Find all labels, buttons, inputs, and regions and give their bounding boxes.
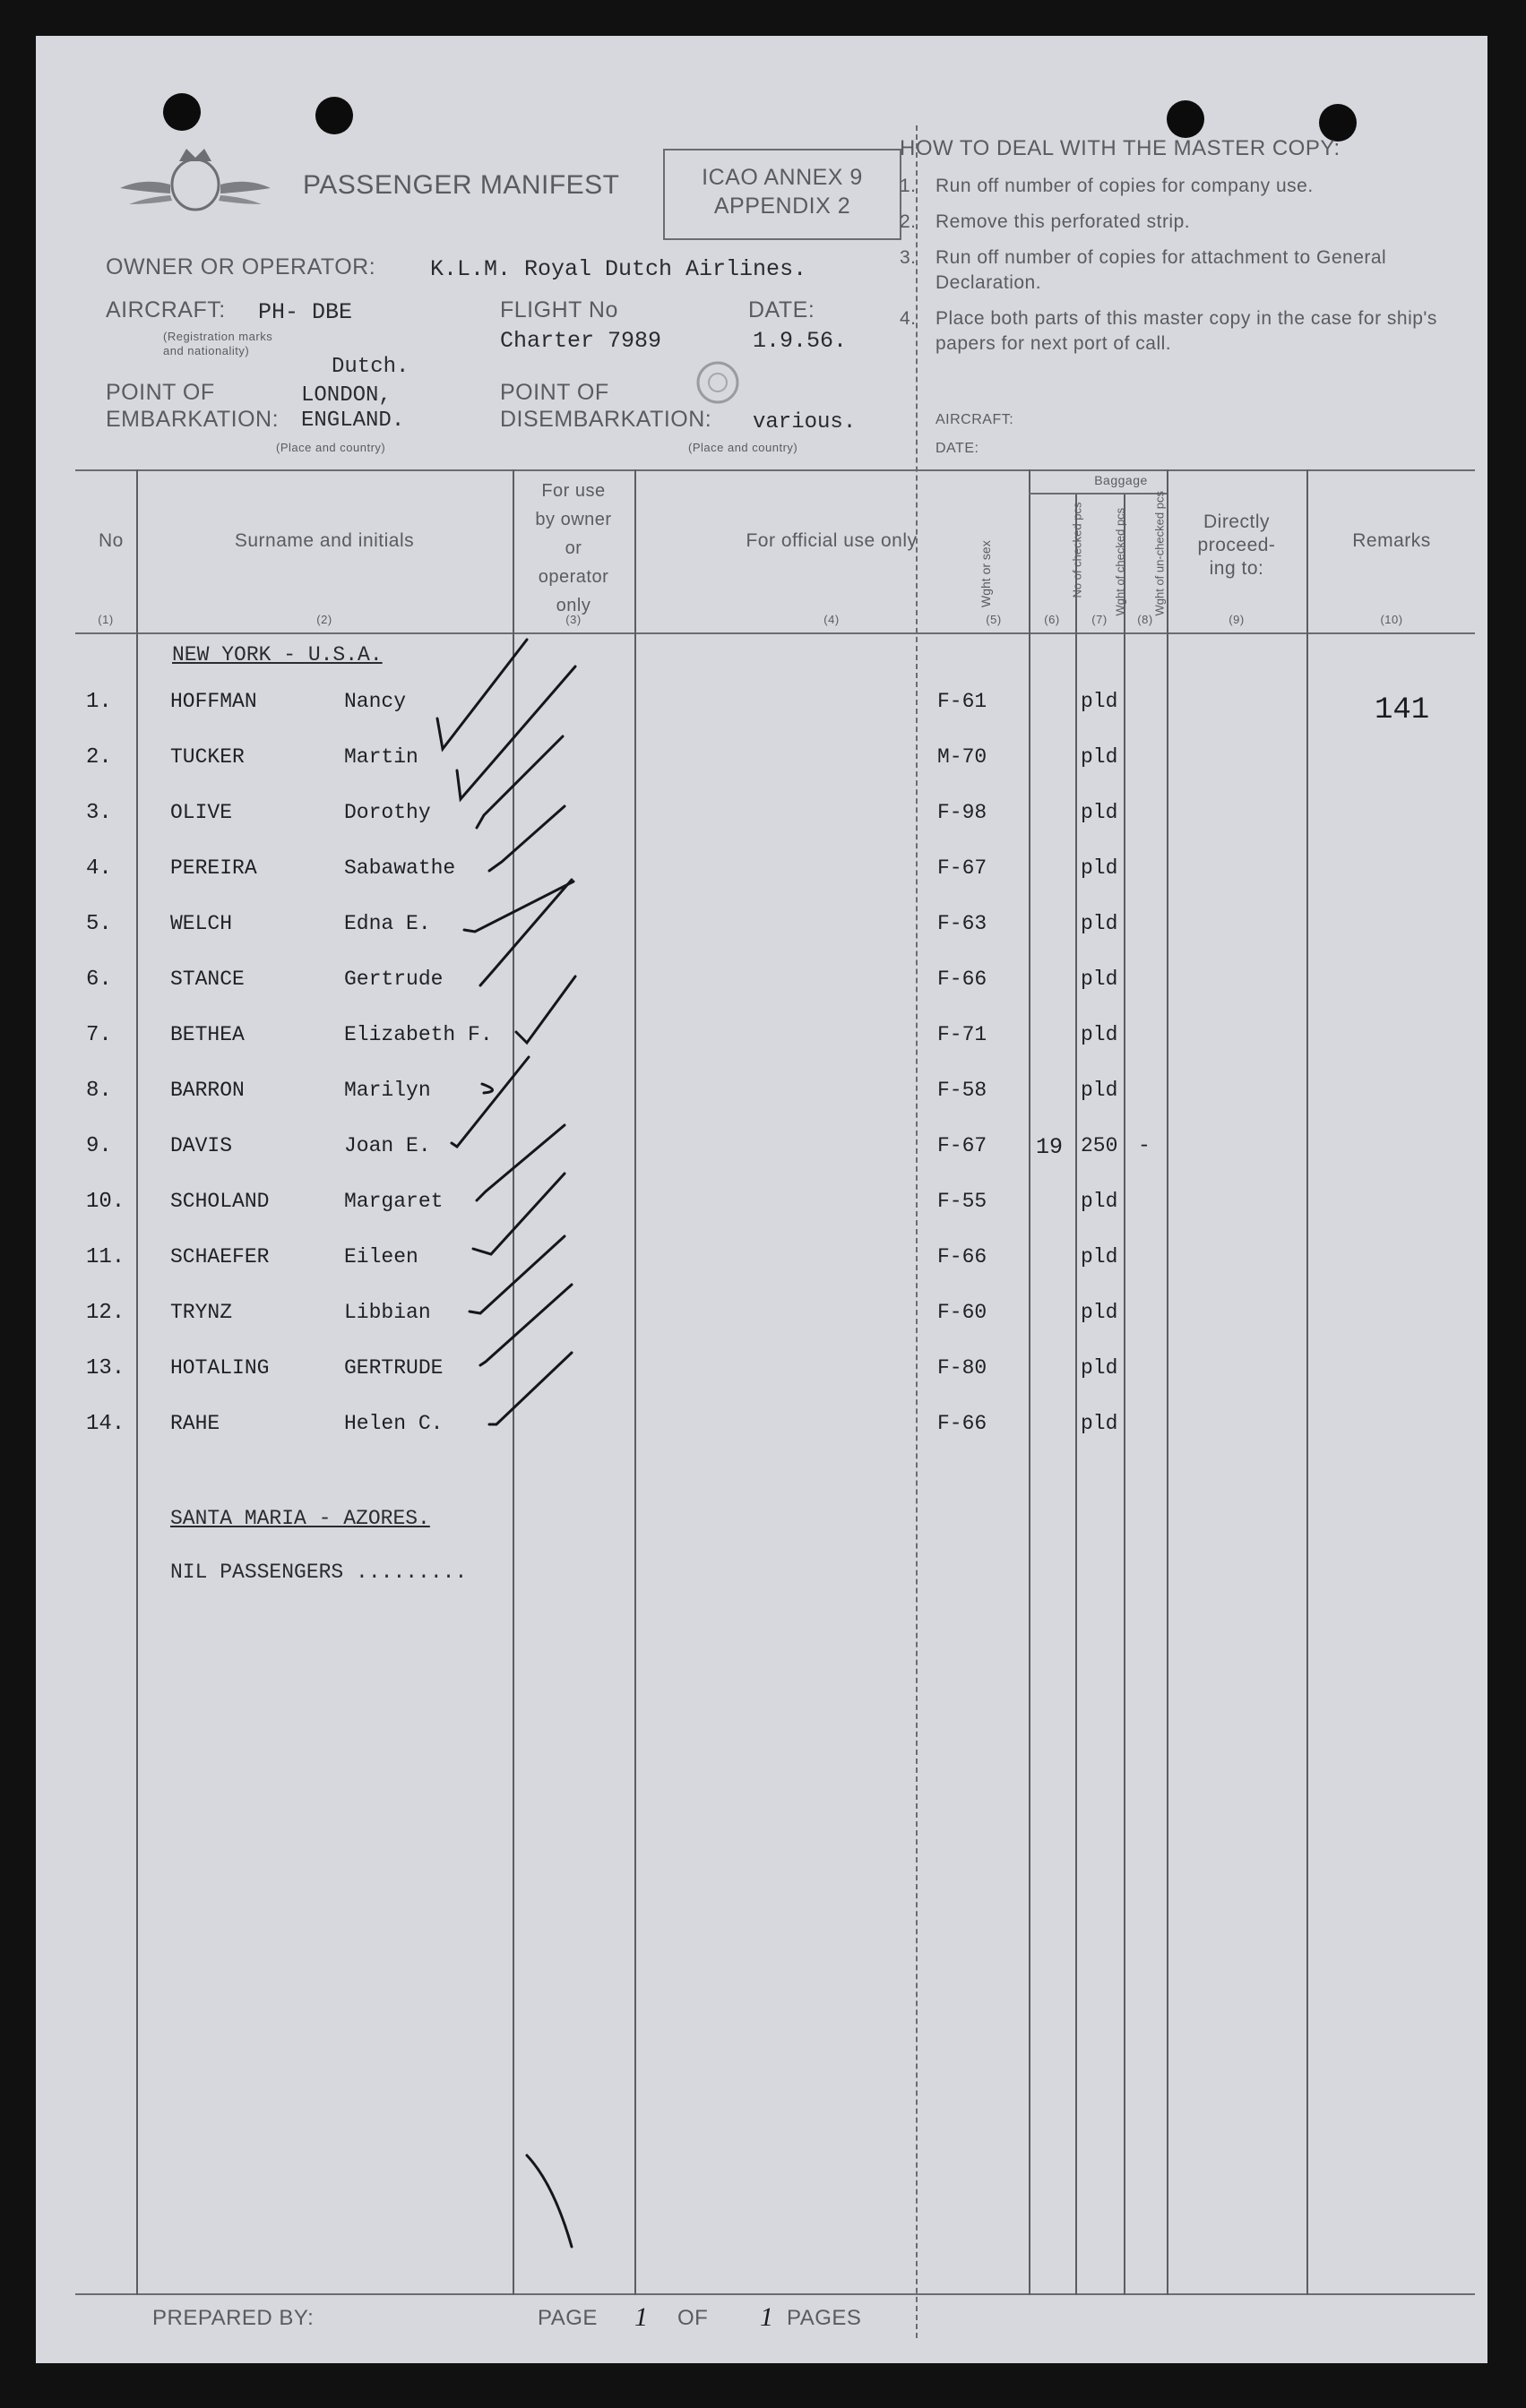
col-index: (6) <box>1044 613 1060 626</box>
row-number: 7. <box>86 1023 112 1047</box>
weight-sex: F-61 <box>937 690 987 713</box>
col-weight-sex-header: Wght or sex <box>979 540 993 607</box>
embark-value: LONDON, <box>301 383 392 408</box>
section-heading: NEW YORK - U.S.A. <box>172 643 383 666</box>
page-number: 1 <box>634 2302 648 2332</box>
col-index: (8) <box>1137 613 1153 626</box>
nil-passengers-note: NIL PASSENGERS ......... <box>170 1561 468 1584</box>
checked-weight: pld <box>1081 1412 1118 1435</box>
checkmark-icon <box>470 1236 565 1313</box>
passenger-surname: SCHAEFER <box>170 1245 270 1268</box>
disembark-value: various. <box>753 410 857 434</box>
checkmark-icon <box>477 736 563 828</box>
instr-aircraft-label: AIRCRAFT: <box>935 412 1014 427</box>
col-no-header: No <box>99 530 124 551</box>
row-number: 12. <box>86 1301 125 1325</box>
passenger-surname: TUCKER <box>170 745 245 769</box>
passenger-surname: STANCE <box>170 968 245 991</box>
row-number: 5. <box>86 912 112 936</box>
row-number: 3. <box>86 801 112 825</box>
flight-value: Charter 7989 <box>500 328 662 354</box>
passenger-first-name: GERTRUDE <box>344 1356 444 1380</box>
of-label: OF <box>677 2306 709 2330</box>
weight-sex: F-55 <box>937 1190 987 1213</box>
row-number: 13. <box>86 1356 125 1380</box>
instruction-item: 4. Place both parts of this master copy in the case for ship's papers for next port of call. <box>900 308 1437 354</box>
checkmark-icon <box>464 882 573 932</box>
passenger-surname: OLIVE <box>170 801 233 824</box>
checkmark-icon <box>516 976 575 1043</box>
remark-number: 141 <box>1375 693 1430 727</box>
weight-sex: F-66 <box>937 968 987 991</box>
aircraft-label: AIRCRAFT: <box>106 297 226 322</box>
col-index: (10) <box>1380 613 1403 626</box>
row-number: 10. <box>86 1190 125 1214</box>
checked-pieces: 19 <box>1036 1134 1064 1160</box>
date-label: DATE: <box>748 297 815 322</box>
col-baggage-header: Baggage <box>1094 473 1148 487</box>
row-number: 1. <box>86 690 112 714</box>
aircraft-value: PH- DBE <box>258 299 353 325</box>
col-index: (4) <box>823 613 840 626</box>
passenger-first-name: Nancy <box>344 690 407 713</box>
checkmark-icon <box>480 1285 572 1365</box>
col-remarks-header: Remarks <box>1352 530 1431 551</box>
owner-value: K.L.M. Royal Dutch Airlines. <box>430 256 807 282</box>
col-wght-unchecked-header: Wght of un-checked pcs <box>1152 491 1167 616</box>
passenger-first-name: Helen C. <box>344 1412 444 1435</box>
passenger-first-name: Eileen <box>344 1245 418 1268</box>
total-pages: 1 <box>760 2302 773 2332</box>
instruction-item: 2. Remove this perforated strip. <box>900 211 1191 232</box>
col-wght-checked-header: Wght of checked pcs <box>1113 507 1127 616</box>
passenger-surname: DAVIS <box>170 1134 233 1157</box>
row-number: 6. <box>86 968 112 992</box>
passenger-first-name: Gertrude <box>344 968 444 991</box>
checked-weight: pld <box>1081 1023 1118 1046</box>
place-country-note: (Place and country) <box>276 441 386 454</box>
checkmark-icon <box>482 1084 493 1093</box>
col-index: (1) <box>98 613 114 626</box>
passenger-first-name: Sabawathe <box>344 856 456 880</box>
checked-weight: pld <box>1081 968 1118 991</box>
passenger-surname: BETHEA <box>170 1023 245 1046</box>
checked-weight: pld <box>1081 801 1118 824</box>
weight-sex: F-58 <box>937 1079 987 1102</box>
flight-label: FLIGHT No <box>500 297 618 322</box>
checked-weight: pld <box>1081 1356 1118 1380</box>
weight-sex: F-80 <box>937 1356 987 1380</box>
passenger-first-name: Marilyn <box>344 1079 431 1102</box>
weight-sex: F-67 <box>937 1134 987 1157</box>
embark-label: EMBARKATION: <box>106 407 280 432</box>
checkmark-icon <box>473 1174 565 1254</box>
checked-weight: pld <box>1081 1079 1118 1102</box>
checked-weight: pld <box>1081 1245 1118 1268</box>
weight-sex: F-98 <box>937 801 987 824</box>
place-country-note: (Place and country) <box>688 441 798 454</box>
col-index: (3) <box>565 613 582 626</box>
weight-sex: F-66 <box>937 1245 987 1268</box>
instructions-title: HOW TO DEAL WITH THE MASTER COPY: <box>900 136 1341 160</box>
embark-value: ENGLAND. <box>301 408 405 433</box>
row-number: 11. <box>86 1245 125 1269</box>
row-number: 4. <box>86 856 112 881</box>
weight-sex: F-63 <box>937 912 987 935</box>
checked-weight: pld <box>1081 856 1118 880</box>
row-number: 9. <box>86 1134 112 1158</box>
checkmark-icon <box>452 1057 529 1147</box>
weight-sex: F-67 <box>937 856 987 880</box>
prepared-by-label: PREPARED BY: <box>152 2306 315 2330</box>
aircraft-note: and nationality) <box>163 344 250 357</box>
nationality-value: Dutch. <box>332 355 410 379</box>
passenger-surname: HOTALING <box>170 1356 270 1380</box>
col-no-checked-header: No of checked pcs <box>1070 502 1084 598</box>
checked-weight: 250 <box>1081 1134 1118 1157</box>
col-index: (9) <box>1229 613 1245 626</box>
annex-line-2: APPENDIX 2 <box>713 194 851 219</box>
checked-weight: pld <box>1081 745 1118 769</box>
handwritten-checkmarks <box>36 36 1487 2363</box>
row-number: 8. <box>86 1079 112 1103</box>
passenger-first-name: Martin <box>344 745 418 769</box>
instruction-item: 3. Run off number of copies for attachment to General Declaration. <box>900 247 1387 293</box>
weight-sex: F-66 <box>937 1412 987 1435</box>
col-index: (5) <box>986 613 1002 626</box>
stray-pen-mark <box>527 2155 572 2247</box>
passenger-surname: SCHOLAND <box>170 1190 270 1213</box>
owner-label: OWNER OR OPERATOR: <box>106 254 376 280</box>
passenger-first-name: Joan E. <box>344 1134 431 1157</box>
disembark-label: POINT OF <box>500 380 609 405</box>
passenger-surname: BARRON <box>170 1079 245 1102</box>
row-number: 2. <box>86 745 112 770</box>
embark-label: POINT OF <box>106 380 215 405</box>
passenger-first-name: Libbian <box>344 1301 431 1324</box>
passenger-surname: WELCH <box>170 912 233 935</box>
passenger-first-name: Margaret <box>344 1190 444 1213</box>
section-heading: SANTA MARIA - AZORES. <box>170 1507 430 1530</box>
annex-line-1: ICAO ANNEX 9 <box>702 165 863 190</box>
weight-sex: M-70 <box>937 745 987 769</box>
aircraft-note: (Registration marks <box>163 330 273 343</box>
checkmark-icon <box>480 880 572 985</box>
disembark-label: DISEMBARKATION: <box>500 407 712 432</box>
weight-sex: F-71 <box>937 1023 987 1046</box>
checked-weight: pld <box>1081 912 1118 935</box>
checked-weight: pld <box>1081 690 1118 713</box>
unchecked-weight: - <box>1138 1134 1151 1157</box>
checkmark-icon <box>489 806 565 871</box>
manifest-page <box>36 36 1487 2363</box>
form-title: PASSENGER MANIFEST <box>303 170 620 200</box>
col-surname-header: Surname and initials <box>234 530 415 551</box>
col-directly-header: Directly proceed- ing to: <box>1197 512 1276 579</box>
checked-weight: pld <box>1081 1190 1118 1213</box>
passenger-first-name: Dorothy <box>344 801 431 824</box>
passenger-surname: PEREIRA <box>170 856 257 880</box>
passenger-first-name: Elizabeth F. <box>344 1023 493 1046</box>
col-owner-use-header: For use by owner or operator only <box>535 481 612 615</box>
passenger-surname: TRYNZ <box>170 1301 233 1324</box>
instruction-item: 1. Run off number of copies for company use. <box>900 176 1314 196</box>
col-index: (2) <box>316 613 332 626</box>
passenger-surname: RAHE <box>170 1412 220 1435</box>
passenger-surname: HOFFMAN <box>170 690 257 713</box>
row-number: 14. <box>86 1412 125 1436</box>
instr-date-label: DATE: <box>935 441 979 456</box>
pages-label: PAGES <box>787 2306 862 2330</box>
col-index: (7) <box>1091 613 1108 626</box>
checkmark-icon <box>489 1353 572 1424</box>
page-label: PAGE <box>538 2306 598 2330</box>
checkmark-icon <box>457 666 575 799</box>
col-official-header: For official use only <box>746 530 918 551</box>
date-value: 1.9.56. <box>753 328 848 354</box>
passenger-first-name: Edna E. <box>344 912 431 935</box>
checkmark-icon <box>437 640 527 749</box>
weight-sex: F-60 <box>937 1301 987 1324</box>
checked-weight: pld <box>1081 1301 1118 1324</box>
